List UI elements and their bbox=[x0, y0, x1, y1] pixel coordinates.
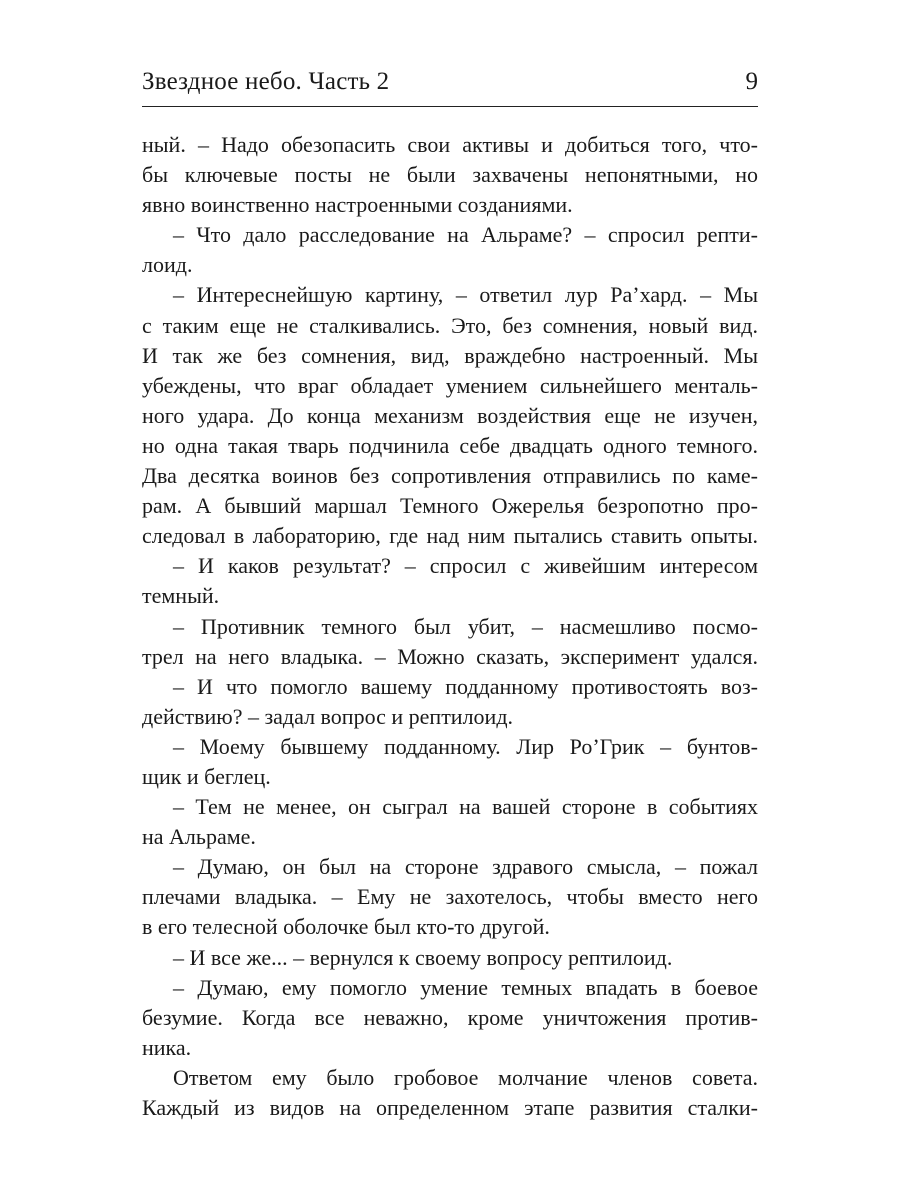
text-line: – Моему бывшему подданному. Лир Ро’Грик – бунтов- bbox=[173, 733, 758, 759]
text-line: Ответом ему было гробовое молчание членов совета. bbox=[173, 1064, 758, 1090]
text-line: темный. bbox=[142, 583, 220, 609]
running-header bbox=[142, 62, 758, 102]
text-line: действию? – задал вопрос и рептилоид. bbox=[142, 703, 514, 729]
text-line: с таким еще не сталкивались. Это, без сомнения, новый вид. bbox=[142, 312, 758, 338]
text-line: – И все же... – вернулся к своему вопросу рептилоид. bbox=[173, 944, 673, 970]
text-line: бы ключевые посты не были захвачены непонятными, но bbox=[142, 162, 758, 188]
text-line: – Думаю, он был на стороне здравого смысла, – пожал bbox=[173, 854, 758, 880]
header-rule bbox=[142, 106, 758, 107]
page-number: 9 bbox=[745, 68, 758, 95]
text-line: лоид. bbox=[142, 252, 193, 278]
text-line: убеждены, что враг обладает умением сильнейшего менталь- bbox=[142, 372, 758, 398]
text-line: – Что дало расследование на Альраме? – спросил репти- bbox=[173, 222, 758, 248]
text-line: – И что помогло вашему подданному противостоять воз- bbox=[173, 673, 758, 699]
text-line: Два десятка воинов без сопротивления отправились по каме- bbox=[142, 463, 758, 489]
text-line: – Интереснейшую картину, – ответил лур Ра’хард. – Мы bbox=[173, 282, 758, 308]
text-line: Каждый из видов на определенном этапе развития сталки- bbox=[142, 1095, 758, 1120]
text-line: – И каков результат? – спросил с живейшим интересом bbox=[173, 553, 758, 579]
text-line: – Думаю, ему помогло умение темных впадать в боевое bbox=[173, 974, 758, 1000]
text-line: плечами владыка. – Ему не захотелось, чтобы вместо него bbox=[142, 884, 758, 910]
text-line: на Альраме. bbox=[142, 824, 256, 850]
text-line: но одна такая тварь подчинила себе двадцать одного темного. bbox=[142, 432, 758, 458]
text-line: И так же без сомнения, вид, враждебно настроенный. Мы bbox=[142, 342, 758, 368]
text-line: ника. bbox=[142, 1034, 192, 1060]
text-line: щик и беглец. bbox=[142, 763, 271, 789]
text-line: явно воинственно настроенными созданиями. bbox=[142, 192, 573, 218]
text-line: безумие. Когда все неважно, кроме уничтожения против- bbox=[142, 1004, 758, 1030]
text-line: в его телесной оболочке был кто-то другой. bbox=[142, 914, 550, 940]
body-text bbox=[142, 130, 758, 1123]
text-line: ный. – Надо обезопасить свои активы и добиться того, что- bbox=[142, 132, 758, 157]
text-line: – Тем не менее, он сыграл на вашей стороне в событиях bbox=[173, 794, 758, 820]
text-line: ного удара. До конца механизм воздействия еще не изучен, bbox=[142, 402, 758, 428]
text-line: следовал в лабораторию, где над ним пытались ставить опыты. bbox=[142, 523, 758, 549]
text-line: рам. А бывший маршал Темного Ожерелья безропотно про- bbox=[142, 493, 758, 519]
text-line: трел на него владыка. – Можно сказать, эксперимент удался. bbox=[142, 643, 758, 669]
running-title: Звездное небо. Часть 2 bbox=[142, 68, 390, 95]
text-line: – Противник темного был убит, – насмешливо посмо- bbox=[173, 613, 758, 639]
